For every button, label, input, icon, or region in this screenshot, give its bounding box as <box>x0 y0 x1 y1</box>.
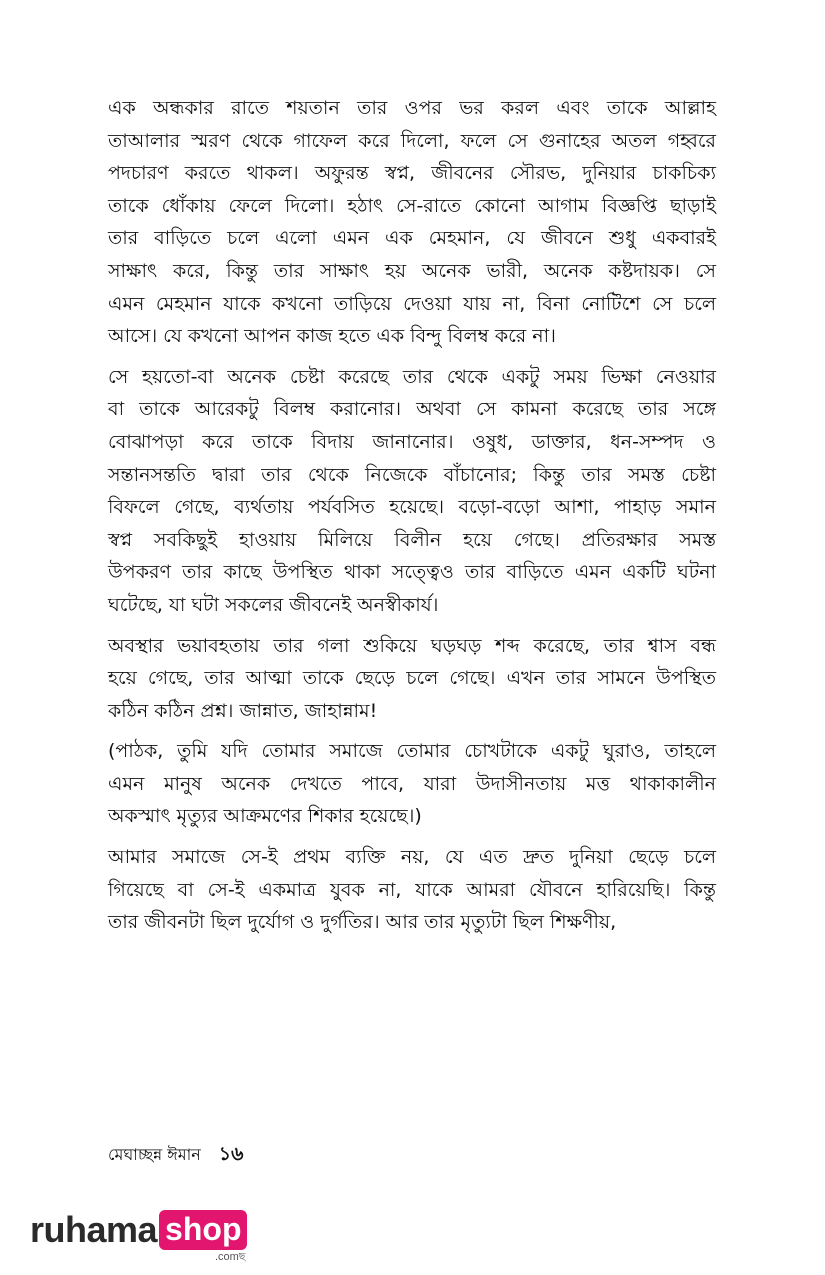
text-line: আসে। যে কখনো আপন কাজ হতে এক বিন্দু বিলম্ব করে না। <box>108 325 556 348</box>
text-line: পদচারণ করতে থাকল। অফুরন্ত স্বপ্ন, জীবনের সৌরভ, দুনিয়ার চাকচিক্য <box>108 162 716 185</box>
running-book-title: মেঘাচ্ছন্ন ঈমান <box>108 1145 201 1164</box>
page-number: ১৬ <box>218 1143 244 1165</box>
text-line: বিফলে গেছে, ব্যর্থতায় পর্যবসিত হয়েছে। বড়ো-বড়ো আশা, পাহাড় সমান <box>108 496 716 519</box>
text-line: হয়ে গেছে, তার আত্মা তাকে ছেড়ে চলে গেছে। এখন তার সামনে উপস্থিত <box>108 667 716 690</box>
logo-text-dark: ruhama <box>30 1209 158 1250</box>
text-line: এক অন্ধকার রাতে শয়তান তার ওপর ভর করল এবং তাকে আল্লাহ <box>108 97 716 119</box>
text-line: অকস্মাৎ মৃত্যুর আক্রমণের শিকার হয়েছে।) <box>108 805 422 828</box>
text-line: তার বাড়িতে চলে এলো এমন এক মেহমান, যে জীবনে শুধু একবারই <box>108 227 716 250</box>
logo-highlight-box <box>159 1210 247 1263</box>
text-line: বা তাকে আরেকটু বিলম্ব করানোর। অথবা সে কামনা করেছে তার সঙ্গে <box>108 398 716 421</box>
page-footer <box>108 1140 243 1172</box>
text-line: সে হয়তো-বা অনেক চেষ্টা করেছে তার থেকে একটু সময় ভিক্ষা নেওয়ার <box>108 365 716 388</box>
text-line: সাক্ষাৎ করে, কিন্তু তার সাক্ষাৎ হয় অনেক ভারী, অনেক কষ্টদায়ক। সে <box>108 259 716 282</box>
text-line: ঘটেছে, যা ঘটা সকলের জীবনেই অনস্বীকার্য। <box>108 593 439 616</box>
body-paragraph <box>108 841 716 939</box>
publisher-logo <box>30 1209 247 1263</box>
body-paragraph <box>108 92 716 353</box>
logo-text-highlight: shop <box>159 1210 247 1250</box>
text-line: তাআলার স্মরণ থেকে গাফেল করে দিলো, ফলে সে গুনাহের অতল গহ্বরে <box>108 129 716 152</box>
text-line: সন্তানসন্ততি দ্বারা তার থেকে নিজেকে বাঁচানোর; কিন্তু তার সমস্ত চেষ্টা <box>108 463 716 486</box>
text-line: তাকে ধোঁকায় ফেলে দিলো। হঠাৎ সে-রাতে কোনো আগাম বিজ্ঞপ্তি ছাড়াই <box>108 194 716 217</box>
body-paragraph <box>108 361 716 622</box>
body-paragraph <box>108 735 716 833</box>
page-body <box>108 92 716 947</box>
text-line: (পাঠক, তুমি যদি তোমার সমাজে তোমার চোখটাকে একটু ঘুরাও, তাহলে <box>108 740 716 763</box>
text-line: উপকরণ তার কাছে উপস্থিত থাকা সত্ত্বেও তার বাড়িতে এমন একটি ঘটনা <box>108 561 716 584</box>
text-line: অবস্থার ভয়াবহতায় তার গলা শুকিয়ে ঘড়ঘড় শব্দ করেছে, তার শ্বাস বন্ধ <box>108 634 716 657</box>
text-line: আমার সমাজে সে-ই প্রথম ব্যক্তি নয়, যে এত দ্রুত দুনিয়া ছেড়ে চলে <box>108 846 716 869</box>
text-line: এমন মেহমান যাকে কখনো তাড়িয়ে দেওয়া যায় না, বিনা নোটিশে সে চলে <box>108 292 716 315</box>
text-line: স্বপ্ন সবকিছুই হাওয়ায় মিলিয়ে বিলীন হয়ে গেছে। প্রতিরক্ষার সমস্ত <box>108 528 716 551</box>
text-line: এমন মানুষ অনেক দেখতে পাবে, যারা উদাসীনতায় মত্ত থাকাকালীন <box>108 772 716 795</box>
body-paragraph <box>108 630 716 728</box>
text-line: কঠিন কঠিন প্রশ্ন। জান্নাত, জাহান্নাম! <box>108 699 378 722</box>
text-line: তার জীবনটা ছিল দুর্যোগ ও দুর্গতির। আর তার মৃত্যুটা ছিল শিক্ষণীয়, <box>108 911 617 934</box>
text-line: বোঝাপড়া করে তাকে বিদায় জানানোর। ওষুধ, ডাক্তার, ধন-সম্পদ ও <box>108 430 716 453</box>
text-line: গিয়েছে বা সে-ই একমাত্র যুবক না, যাকে আমরা যৌবনে হারিয়েছি। কিন্তু <box>108 878 716 901</box>
logo-domain-suffix: .comছ <box>214 1251 246 1263</box>
